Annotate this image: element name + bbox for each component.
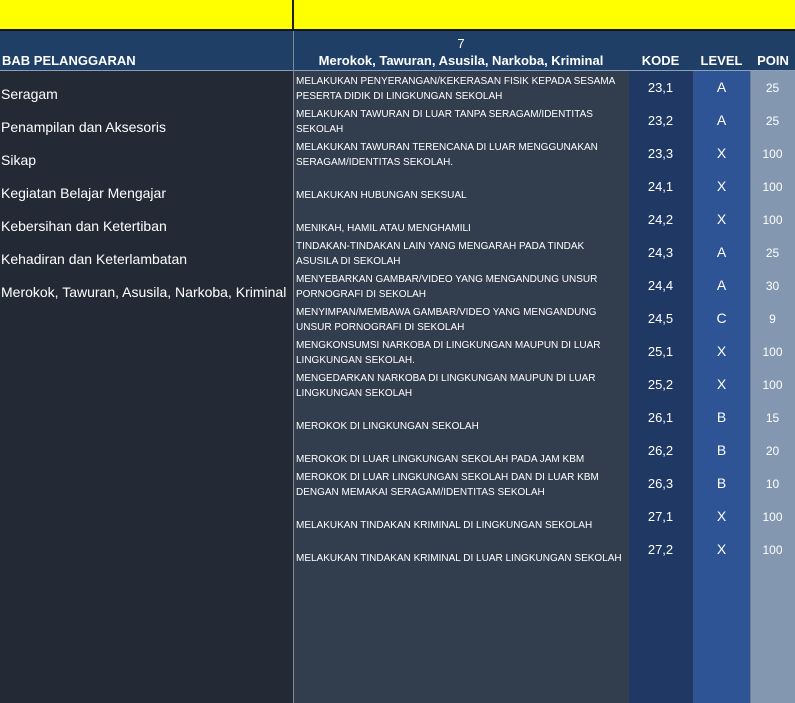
rule-poin-cell[interactable]: 9 <box>769 312 776 326</box>
table-row <box>294 467 795 500</box>
rule-kode-cell[interactable]: 26,2 <box>647 443 674 458</box>
rule-kode-cell[interactable]: 25,1 <box>647 344 674 359</box>
rule-kode-cell[interactable]: 23,2 <box>647 113 674 128</box>
rule-level-cell[interactable]: X <box>716 376 727 392</box>
rule-poin-cell[interactable]: 100 <box>762 543 783 557</box>
table-row <box>294 401 795 434</box>
table-row <box>294 335 795 368</box>
rule-poin-cell[interactable]: 100 <box>762 180 783 194</box>
table-row <box>294 203 795 236</box>
header-kode-cell[interactable] <box>629 31 692 70</box>
table-row <box>294 434 795 467</box>
rule-poin-cell[interactable]: 100 <box>762 510 783 524</box>
table-row <box>294 302 795 335</box>
rule-kode-cell[interactable]: 26,1 <box>647 410 674 425</box>
table-row <box>294 500 795 533</box>
rule-poin-cell[interactable]: 25 <box>765 81 780 95</box>
header-level-cell[interactable] <box>693 31 750 70</box>
category-item-kebersihan[interactable]: Kebersihan dan Ketertiban <box>1 218 167 234</box>
rule-poin-cell[interactable]: 100 <box>762 378 783 392</box>
rule-description-cell[interactable]: MENGKONSUMSI NARKOBA DI LINGKUNGAN MAUPUN DI LUAR LINGKUNGAN SEKOLAH. <box>296 340 601 366</box>
rule-description-cell[interactable]: MELAKUKAN PENYERANGAN/KEKERASAN FISIK KEPADA SESAMA PESERTA DIDIK DI LINGKUNGAN SEKOLAH <box>296 76 615 102</box>
rule-level-cell[interactable]: X <box>716 541 727 557</box>
rule-description-cell[interactable]: MELAKUKAN TAWURAN TERENCANA DI LUAR MENGGUNAKAN SERAGAM/IDENTITAS SEKOLAH. <box>296 142 598 168</box>
category-number: 7 <box>457 36 465 51</box>
header-banner <box>0 0 795 29</box>
rule-kode-cell[interactable]: 24,4 <box>647 278 674 293</box>
header-bab-label: BAB PELANGGARAN <box>2 53 136 68</box>
rule-poin-cell[interactable]: 100 <box>762 345 783 359</box>
header-level-label: LEVEL <box>700 53 743 68</box>
rule-level-cell[interactable]: B <box>716 475 727 491</box>
rule-level-cell[interactable]: X <box>716 343 727 359</box>
rule-poin-cell[interactable]: 10 <box>765 477 780 491</box>
rule-poin-cell[interactable]: 25 <box>765 114 780 128</box>
rule-level-cell[interactable]: A <box>716 244 727 260</box>
rule-level-cell[interactable]: X <box>716 211 727 227</box>
rule-poin-cell[interactable]: 15 <box>765 411 780 425</box>
rule-kode-cell[interactable]: 24,5 <box>647 311 674 326</box>
rule-description-cell[interactable]: MELAKUKAN TINDAKAN KRIMINAL DI LINGKUNGAN SEKOLAH <box>296 520 593 531</box>
rule-level-cell[interactable]: B <box>716 409 727 425</box>
rule-poin-cell[interactable]: 30 <box>765 279 780 293</box>
rule-level-cell[interactable]: B <box>716 442 727 458</box>
rule-level-cell[interactable]: A <box>716 79 727 95</box>
rule-poin-cell[interactable]: 20 <box>765 444 780 458</box>
table-row <box>294 368 795 401</box>
table-header <box>0 31 795 70</box>
rule-description-cell[interactable]: MELAKUKAN HUBUNGAN SEKSUAL <box>296 190 467 201</box>
category-name: Merokok, Tawuran, Asusila, Narkoba, Kriminal <box>318 53 604 68</box>
rule-description-cell[interactable]: MENYIMPAN/MEMBAWA GAMBAR/VIDEO YANG MENGANDUNG UNSUR PORNOGRAFI DI SEKOLAH <box>296 307 597 333</box>
category-item-seragam[interactable]: Seragam <box>1 86 58 102</box>
header-category-cell[interactable] <box>294 31 628 70</box>
rule-description-cell[interactable]: MENIKAH, HAMIL ATAU MENGHAMILI <box>296 223 471 234</box>
header-poin-cell[interactable] <box>751 31 795 70</box>
rule-description-cell[interactable]: MELAKUKAN TINDAKAN KRIMINAL DI LUAR LINGKUNGAN SEKOLAH <box>296 553 622 564</box>
rule-kode-cell[interactable]: 24,1 <box>647 179 674 194</box>
rule-kode-cell[interactable]: 27,2 <box>647 542 674 557</box>
category-item-kbm[interactable]: Kegiatan Belajar Mengajar <box>1 185 166 201</box>
table-row <box>294 269 795 302</box>
category-item-merokok[interactable]: Merokok, Tawuran, Asusila, Narkoba, Kriminal <box>1 284 287 300</box>
table-row <box>294 236 795 269</box>
table-row <box>294 533 795 566</box>
rule-kode-cell[interactable]: 26,3 <box>647 476 674 491</box>
rule-kode-cell[interactable]: 25,2 <box>647 377 674 392</box>
rule-level-cell[interactable]: A <box>716 277 727 293</box>
rule-description-cell[interactable]: MENGEDARKAN NARKOBA DI LINGKUNGAN MAUPUN DI LUAR LINGKUNGAN SEKOLAH <box>296 373 596 399</box>
rule-level-cell[interactable]: C <box>716 310 727 326</box>
table-row <box>294 71 795 104</box>
table-row <box>294 104 795 137</box>
rule-kode-cell[interactable]: 23,1 <box>647 80 674 95</box>
rule-poin-cell[interactable]: 100 <box>762 147 783 161</box>
rule-description-cell[interactable]: MENYEBARKAN GAMBAR/VIDEO YANG MENGANDUNG UNSUR PORNOGRAFI DI SEKOLAH <box>296 274 598 300</box>
rule-kode-cell[interactable]: 23,3 <box>647 146 674 161</box>
rule-poin-cell[interactable]: 100 <box>762 213 783 227</box>
rule-kode-cell[interactable]: 24,2 <box>647 212 674 227</box>
rule-level-cell[interactable]: A <box>716 112 727 128</box>
category-item-sikap[interactable]: Sikap <box>1 152 37 168</box>
category-list <box>0 71 293 703</box>
table-row <box>294 137 795 170</box>
rule-level-cell[interactable]: X <box>716 145 727 161</box>
rule-kode-cell[interactable]: 24,3 <box>647 245 674 260</box>
header-kode-label: KODE <box>641 53 680 68</box>
table-row <box>294 170 795 203</box>
rule-poin-cell[interactable]: 25 <box>765 246 780 260</box>
rule-level-cell[interactable]: X <box>716 178 727 194</box>
rule-description-cell[interactable]: TINDAKAN-TINDAKAN LAIN YANG MENGARAH PADA TINDAK ASUSILA DI SEKOLAH <box>296 241 585 267</box>
header-bab-cell[interactable] <box>2 31 290 70</box>
rule-description-cell[interactable]: MEROKOK DI LINGKUNGAN SEKOLAH <box>296 421 479 432</box>
rule-kode-cell[interactable]: 27,1 <box>647 509 674 524</box>
rule-description-cell[interactable]: MELAKUKAN TAWURAN DI LUAR TANPA SERAGAM/IDENTITAS SEKOLAH <box>296 109 593 135</box>
rule-description-cell[interactable]: MEROKOK DI LUAR LINGKUNGAN SEKOLAH PADA JAM KBM <box>296 454 585 465</box>
header-poin-label: POIN <box>757 53 789 68</box>
rule-description-cell[interactable]: MEROKOK DI LUAR LINGKUNGAN SEKOLAH DAN DI LUAR KBM DENGAN MEMAKAI SERAGAM/IDENTITAS SEKOLAH <box>296 472 599 498</box>
category-item-penampilan[interactable]: Penampilan dan Aksesoris <box>1 119 166 135</box>
category-item-kehadiran[interactable]: Kehadiran dan Keterlambatan <box>1 251 188 267</box>
banner-divider <box>292 0 294 29</box>
rule-level-cell[interactable]: X <box>716 508 727 524</box>
